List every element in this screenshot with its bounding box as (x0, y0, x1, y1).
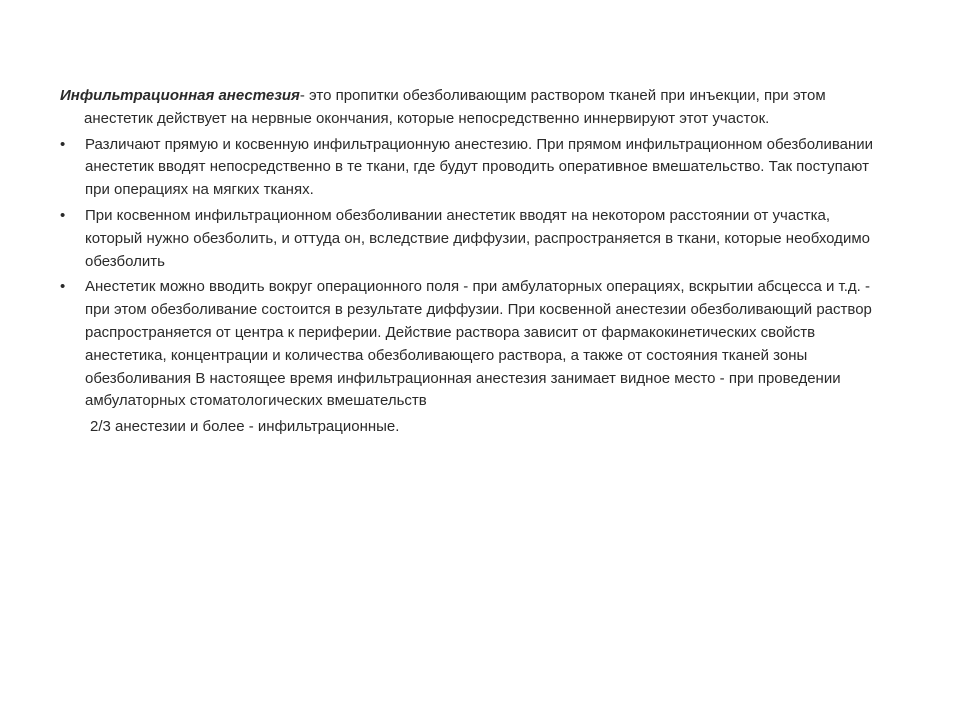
bullet-text: Различают прямую и косвенную инфильтрационную анестезию. При прямом инфильтрационном обезболивании анестетик вводят непосредственно в те ткани, где будут проводить оперативное вмешательство. Так поступают при операциях на мягких тканях. (85, 135, 874, 199)
bullet-item (60, 205, 890, 273)
summary-note: 2/3 анестезии и более - инфильтрационные. (90, 418, 400, 436)
bullet-text: При косвенном инфильтрационном обезболивании анестетик вводят на некотором расстоянии от участка, который нужно обезболить, и оттуда он, вследствие диффузии, распространяется в ткани, которые необходимо обезболить (85, 206, 870, 270)
bullet-icon: • (60, 135, 66, 153)
intro-paragraph (60, 85, 890, 131)
bullet-item (60, 134, 890, 202)
intro-text: - это пропитки обезболивающим раствором тканей при инъекции, при этом анестетик действует на нервные окончания, которые непосредственно иннервируют этот участок. (84, 87, 826, 127)
term-heading: Инфильтрационная анестезия (60, 87, 300, 104)
bullet-icon: • (60, 206, 66, 224)
slide-content (60, 85, 890, 439)
bullet-item (60, 276, 890, 413)
bullet-text: Анестетик можно вводить вокруг операционного поля - при амбулаторных операциях, вскрытии абсцесса и т.д. - при этом обезболивание состоится в результате диффузии. При косвенной анестезии обезболивающий раствор распространяется от центра к периферии. Действие раствора зависит от фармакокинетических свойств анестетика, концентрации и количества обезболивающего раствора, а также от состояния тканей зоны обезболивания В настоящее время инфильтрационная анестезия занимает видное место - при проведении амбулаторных стоматологических вмешательств (85, 278, 872, 410)
bullet-icon: • (60, 278, 66, 296)
